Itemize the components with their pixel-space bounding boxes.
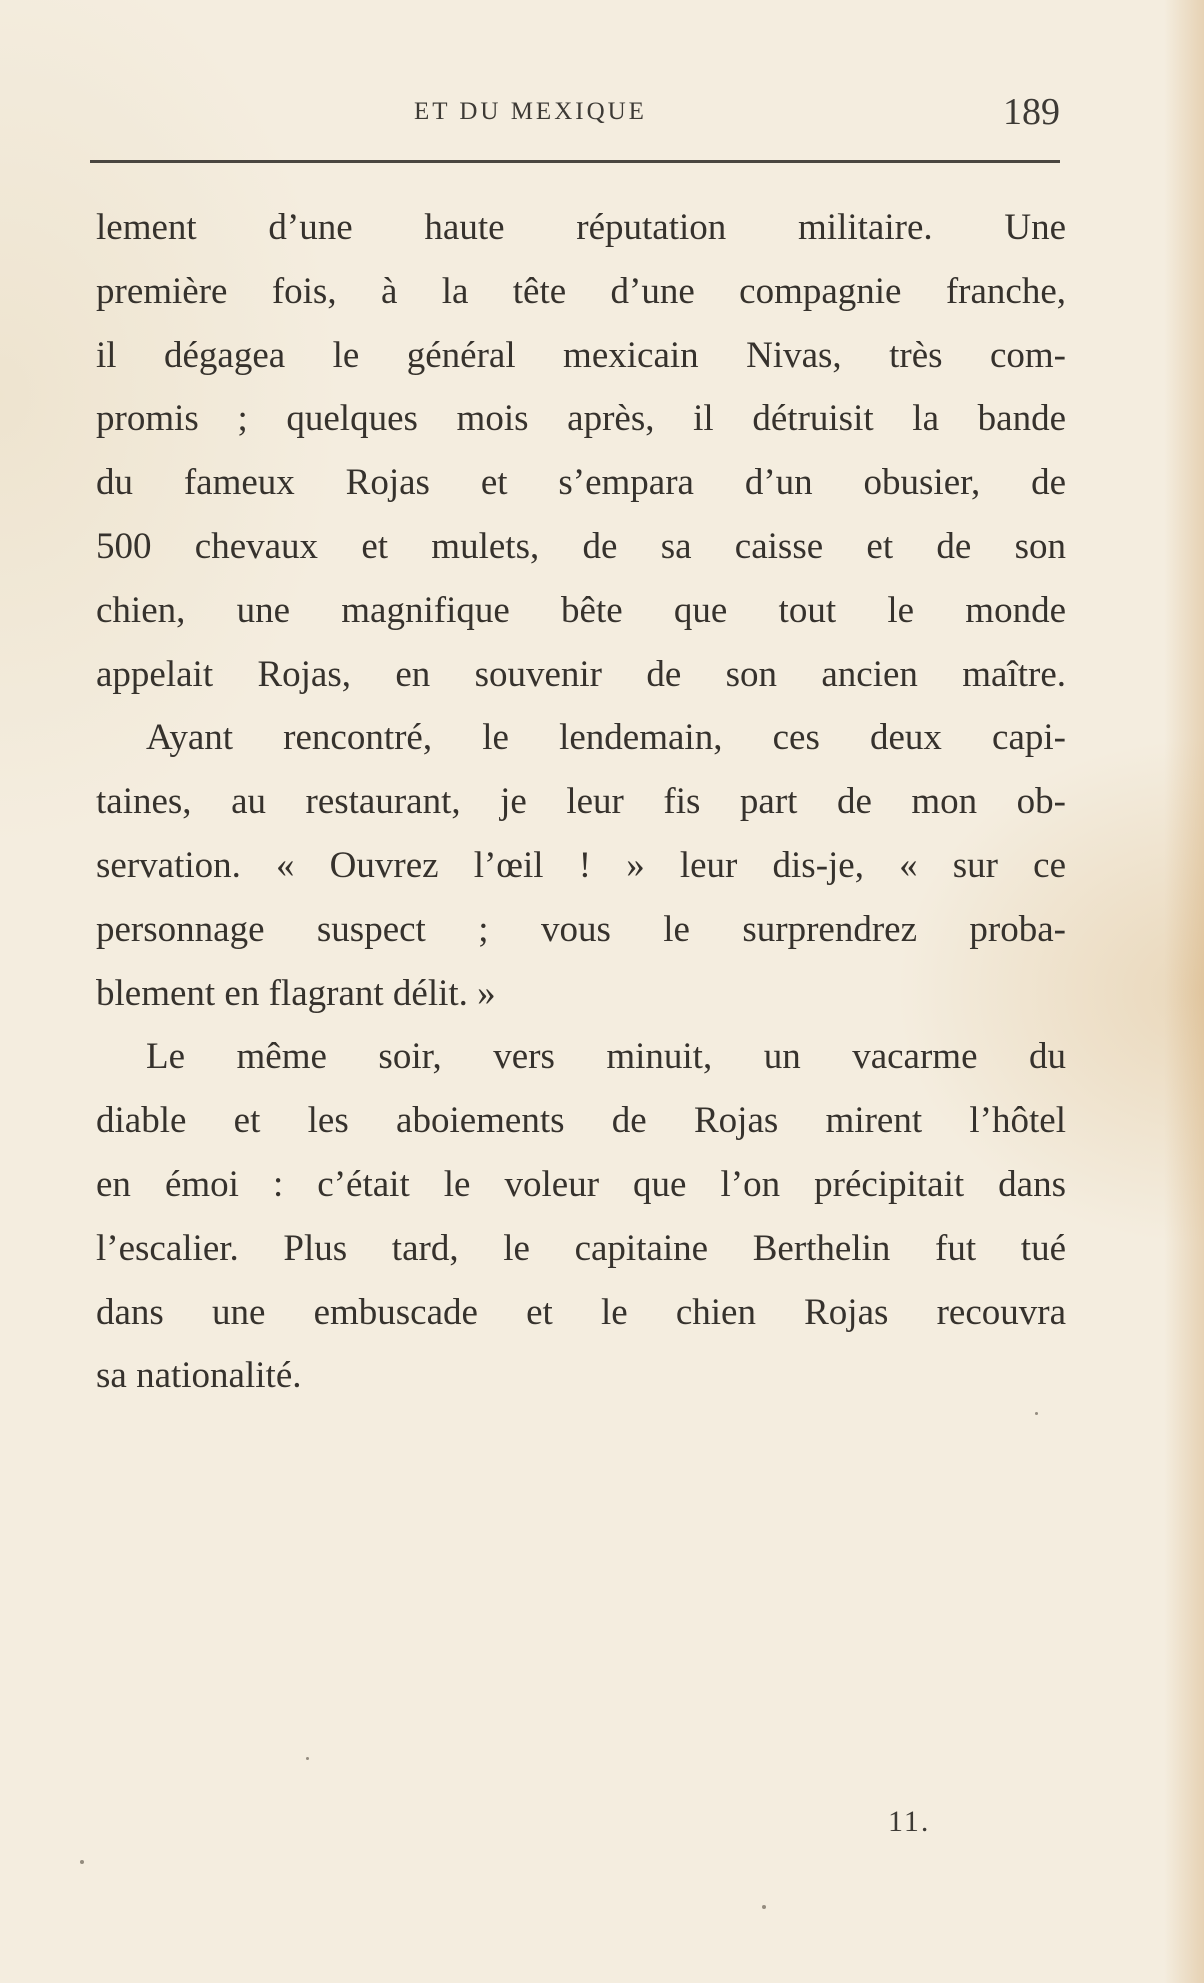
text-line: chien, une magnifique bête que tout le monde [96,589,1066,631]
running-title: ET DU MEXIQUE [414,98,647,125]
text-line: taines, au restaurant, je leur fis part de mon ob- [96,781,1066,823]
text-line: Ayant rencontré, le lendemain, ces deux capi- [146,717,1066,759]
body-text [96,196,1066,1408]
page-header [90,92,1060,142]
text-line: personnage suspect ; vous le surprendrez proba- [96,908,1066,950]
text-line: 500 chevaux et mulets, de sa caisse et de son [96,525,1066,567]
text-line: il dégagea le général mexicain Nivas, très com- [96,334,1066,376]
text-line: promis ; quelques mois après, il détruisit la bande [96,398,1066,440]
text-line: du fameux Rojas et s’empara d’un obusier, de [96,462,1066,504]
text-line: première fois, à la tête d’une compagnie franche, [96,270,1066,312]
text-line: blement en flagrant délit. » [96,972,496,1014]
ink-speck [80,1860,84,1864]
text-line: en émoi : c’était le voleur que l’on précipitait dans [96,1163,1066,1205]
ink-speck [306,1757,309,1760]
page-number: 189 [1003,91,1060,133]
page-edge-stain [1164,0,1204,1983]
text-line: diable et les aboiements de Rojas mirent l’hôtel [96,1100,1066,1142]
text-line: dans une embuscade et le chien Rojas recouvra [96,1291,1066,1333]
signature-mark: 11. [888,1805,931,1838]
header-rule [90,160,1060,163]
ink-speck [762,1905,766,1909]
text-line: l’escalier. Plus tard, le capitaine Berthelin fut tué [96,1227,1066,1269]
text-line: Le même soir, vers minuit, un vacarme du [146,1036,1066,1078]
text-line: servation. « Ouvrez l’œil ! » leur dis-je, « sur ce [96,844,1066,886]
text-line: lement d’une haute réputation militaire. Une [96,207,1066,248]
text-line: sa nationalité. [96,1355,302,1397]
ink-speck [1035,1412,1038,1415]
text-line: appelait Rojas, en souvenir de son ancien maître. [96,653,1066,695]
